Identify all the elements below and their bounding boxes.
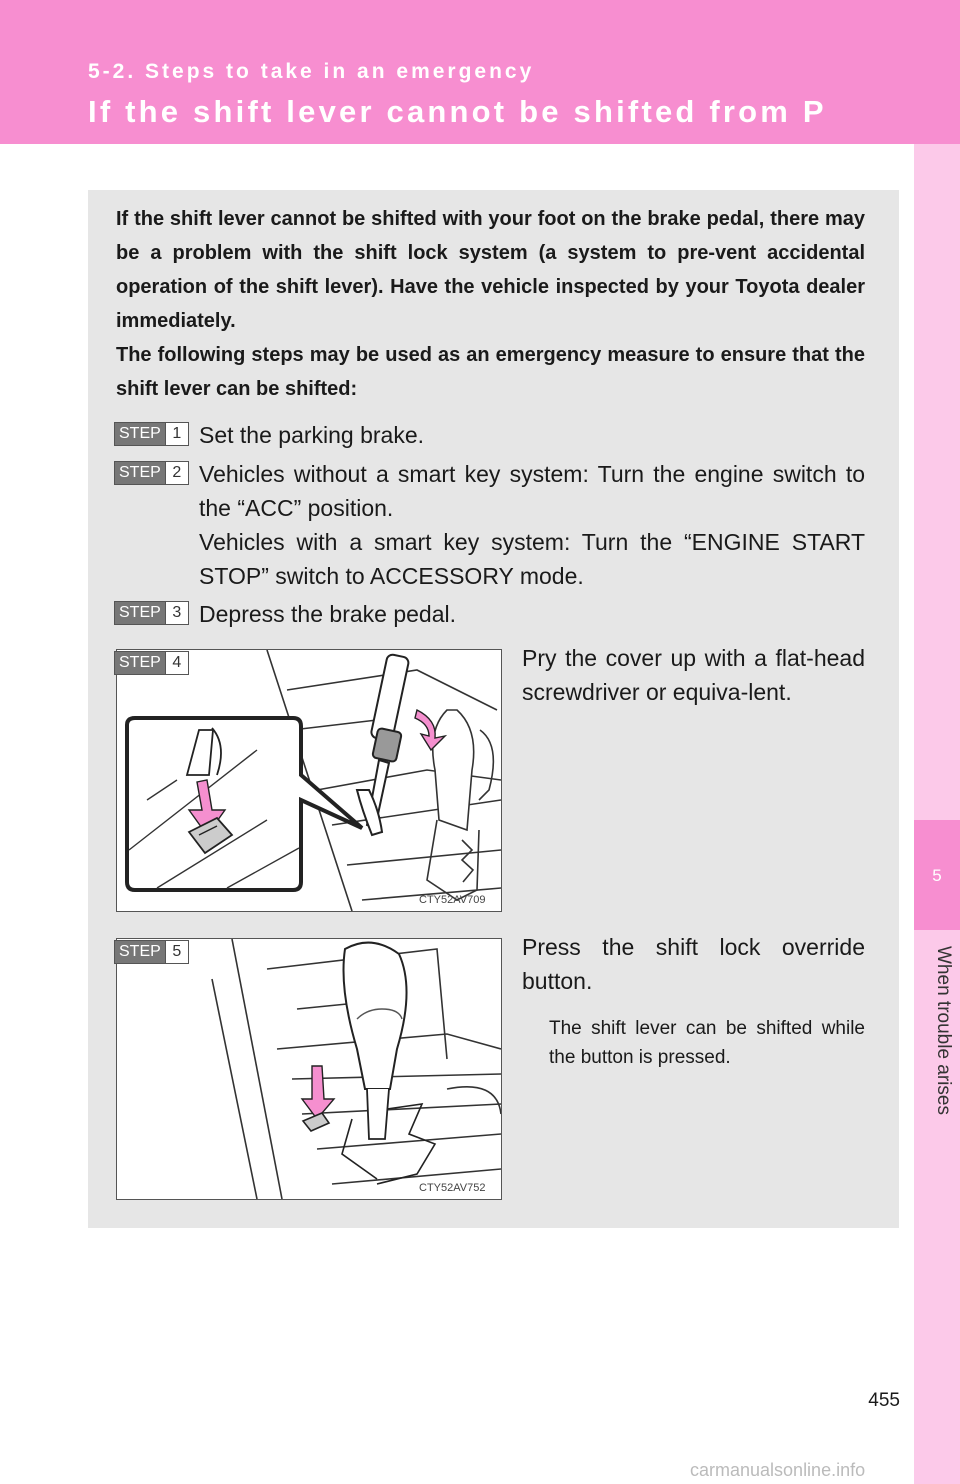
step-label: STEP bbox=[115, 652, 165, 674]
chapter-side-tab bbox=[914, 144, 960, 1484]
chapter-number: 5 bbox=[932, 866, 942, 885]
step-5-note bbox=[549, 1014, 865, 1072]
step-4-image-code: CTY52AV709 bbox=[419, 894, 486, 906]
watermark-text: carmanualsonline.info bbox=[690, 1460, 866, 1480]
step-1-line: Set the parking brake. bbox=[199, 422, 425, 448]
step-4-text bbox=[522, 641, 865, 709]
step-3-line: Depress the brake pedal. bbox=[199, 601, 456, 627]
step-label: STEP bbox=[115, 941, 165, 963]
step-3-text bbox=[199, 597, 865, 631]
step-2-text bbox=[199, 457, 865, 593]
shift-lever-illustration bbox=[117, 939, 501, 1199]
step-5-note-line: The shift lever can be shifted while the button is pressed. bbox=[549, 1018, 865, 1068]
step-badge-5 bbox=[114, 940, 189, 964]
step-4-illustration bbox=[116, 649, 502, 912]
section-label: 5-2. Steps to take in an emergency bbox=[88, 60, 535, 83]
step-5-illustration bbox=[116, 938, 502, 1200]
step-label: STEP bbox=[115, 602, 165, 624]
step-number: 4 bbox=[165, 652, 188, 674]
step-4-line: Pry the cover up with a flat-head screwdriver or equiva-lent. bbox=[522, 645, 865, 705]
page-title: If the shift lever cannot be shifted from P bbox=[88, 94, 827, 129]
step-number: 3 bbox=[165, 602, 188, 624]
step-label: STEP bbox=[115, 423, 165, 445]
step-label: STEP bbox=[115, 462, 165, 484]
step-number: 5 bbox=[165, 941, 188, 963]
step-5-image-code: CTY52AV752 bbox=[419, 1182, 486, 1194]
step-number: 2 bbox=[165, 462, 188, 484]
step-2-line-a: Vehicles without a smart key system: Turn the engine switch to the “ACC” position. bbox=[199, 461, 865, 521]
chapter-label: When trouble arises bbox=[933, 946, 954, 1115]
page-number: 455 bbox=[868, 1390, 900, 1411]
intro-text bbox=[116, 202, 865, 406]
step-badge-3 bbox=[114, 601, 189, 625]
screwdriver-illustration bbox=[117, 650, 501, 911]
step-badge-2 bbox=[114, 461, 189, 485]
step-number: 1 bbox=[165, 423, 188, 445]
step-2-line-b: Vehicles with a smart key system: Turn the “ENGINE START STOP” switch to ACCESSORY mode. bbox=[199, 529, 865, 589]
step-5-text bbox=[522, 930, 865, 998]
intro-paragraph-2: The following steps may be used as an emergency measure to ensure that the shift lever can be shifted: bbox=[116, 344, 865, 400]
step-badge-1 bbox=[114, 422, 189, 446]
step-5-line: Press the shift lock override button. bbox=[522, 934, 865, 994]
step-badge-4 bbox=[114, 651, 189, 675]
intro-paragraph-1: If the shift lever cannot be shifted with your foot on the brake pedal, there may be a problem with the shift lock system (a system to pre-vent accidental operation of the shift lever). Have the vehicle inspected by your Toyota dealer immediately. bbox=[116, 208, 865, 332]
step-1-text bbox=[199, 418, 865, 452]
